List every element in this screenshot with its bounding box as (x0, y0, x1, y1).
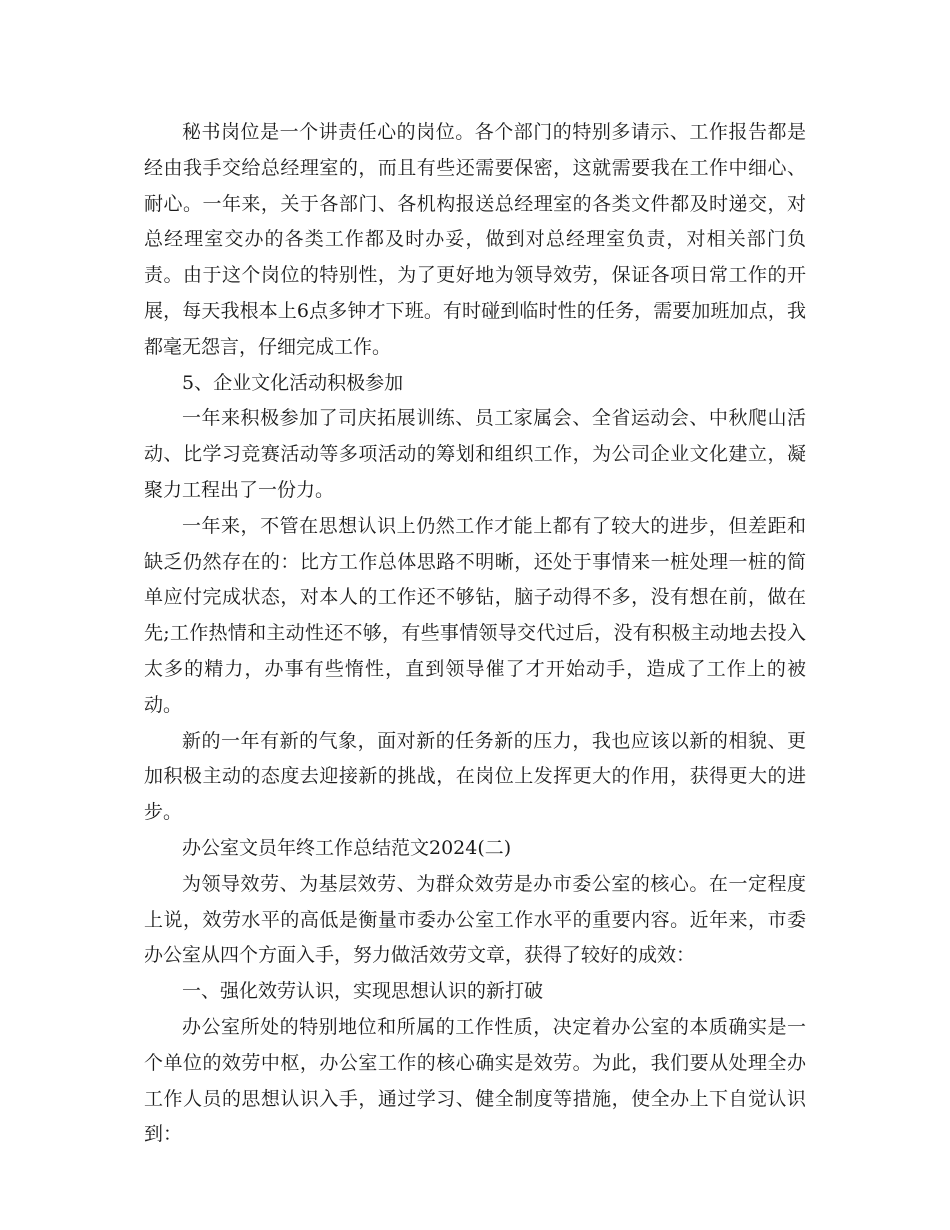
paragraph-service-core: 为领导效劳、为基层效劳、为群众效劳是办市委公室的核心。在一定程度上说，效劳水平的高低是衡量市委办公室工作水平的重要内容。近年来，市委办公室从四个方面入手，努力做活效劳文章，获得了较好的成效： (144, 872, 806, 967)
heading-strengthen-service: 一、强化效劳认识，实现思想认识的新打破 (182, 980, 544, 1003)
document-body (144, 115, 806, 1153)
paragraph-shortcomings: 一年来，不管在思想认识上仍然工作才能上都有了较大的进步，但差距和缺乏仍然存在的：比方工作总体思路不明晰，还处于事情来一桩处理一桩的简单应付完成状态，对本人的工作还不够钻，脑子动得不多，没有想在前，做在先;工作热情和主动性还不够，有些事情领导交代过后，没有积极主动地去投入太多的精力，办事有些惰性，直到领导催了才开始动手，造成了工作上的被动。 (144, 514, 806, 716)
paragraph-culture-activities: 一年来积极参加了司庆拓展训练、员工家属会、全省运动会、中秋爬山活动、比学习竞赛活动等多项活动的筹划和组织工作，为公司企业文化建立，凝聚力工程出了一份力。 (144, 407, 806, 501)
paragraph-secretary-role: 秘书岗位是一个讲责任心的岗位。各个部门的特别多请示、工作报告都是经由我手交给总经理室的，而且有些还需要保密，这就需要我在工作中细心、耐心。一年来，关于各部门、各机构报送总经理室的各类文件都及时递交，对总经理室交办的各类工作都及时办妥，做到对总经理室负责，对相关部门负责。由于这个岗位的特别性，为了更好地为领导效劳，保证各项日常工作的开展，每天我根本上6点多钟才下班。有时碰到临时性的任务，需要加班加点，我都毫无怨言，仔细完成工作。 (144, 121, 806, 358)
heading-corporate-culture: 5、企业文化活动积极参加 (182, 371, 404, 394)
paragraph-office-position: 办公室所处的特别地位和所属的工作性质，决定着办公室的本质确实是一个单位的效劳中枢，办公室工作的核心确实是效劳。为此，我们要从处理全办工作人员的思想认识入手，通过学习、健全制度等措施，使全办上下自觉认识到： (144, 1015, 806, 1146)
section-title-part-two: 办公室文员年终工作总结范文2024(二) (182, 836, 512, 859)
paragraph-new-year: 新的一年有新的气象，面对新的任务新的压力，我也应该以新的相貌、更加积极主动的态度去迎接新的挑战，在岗位上发挥更大的作用，获得更大的进步。 (144, 729, 806, 824)
